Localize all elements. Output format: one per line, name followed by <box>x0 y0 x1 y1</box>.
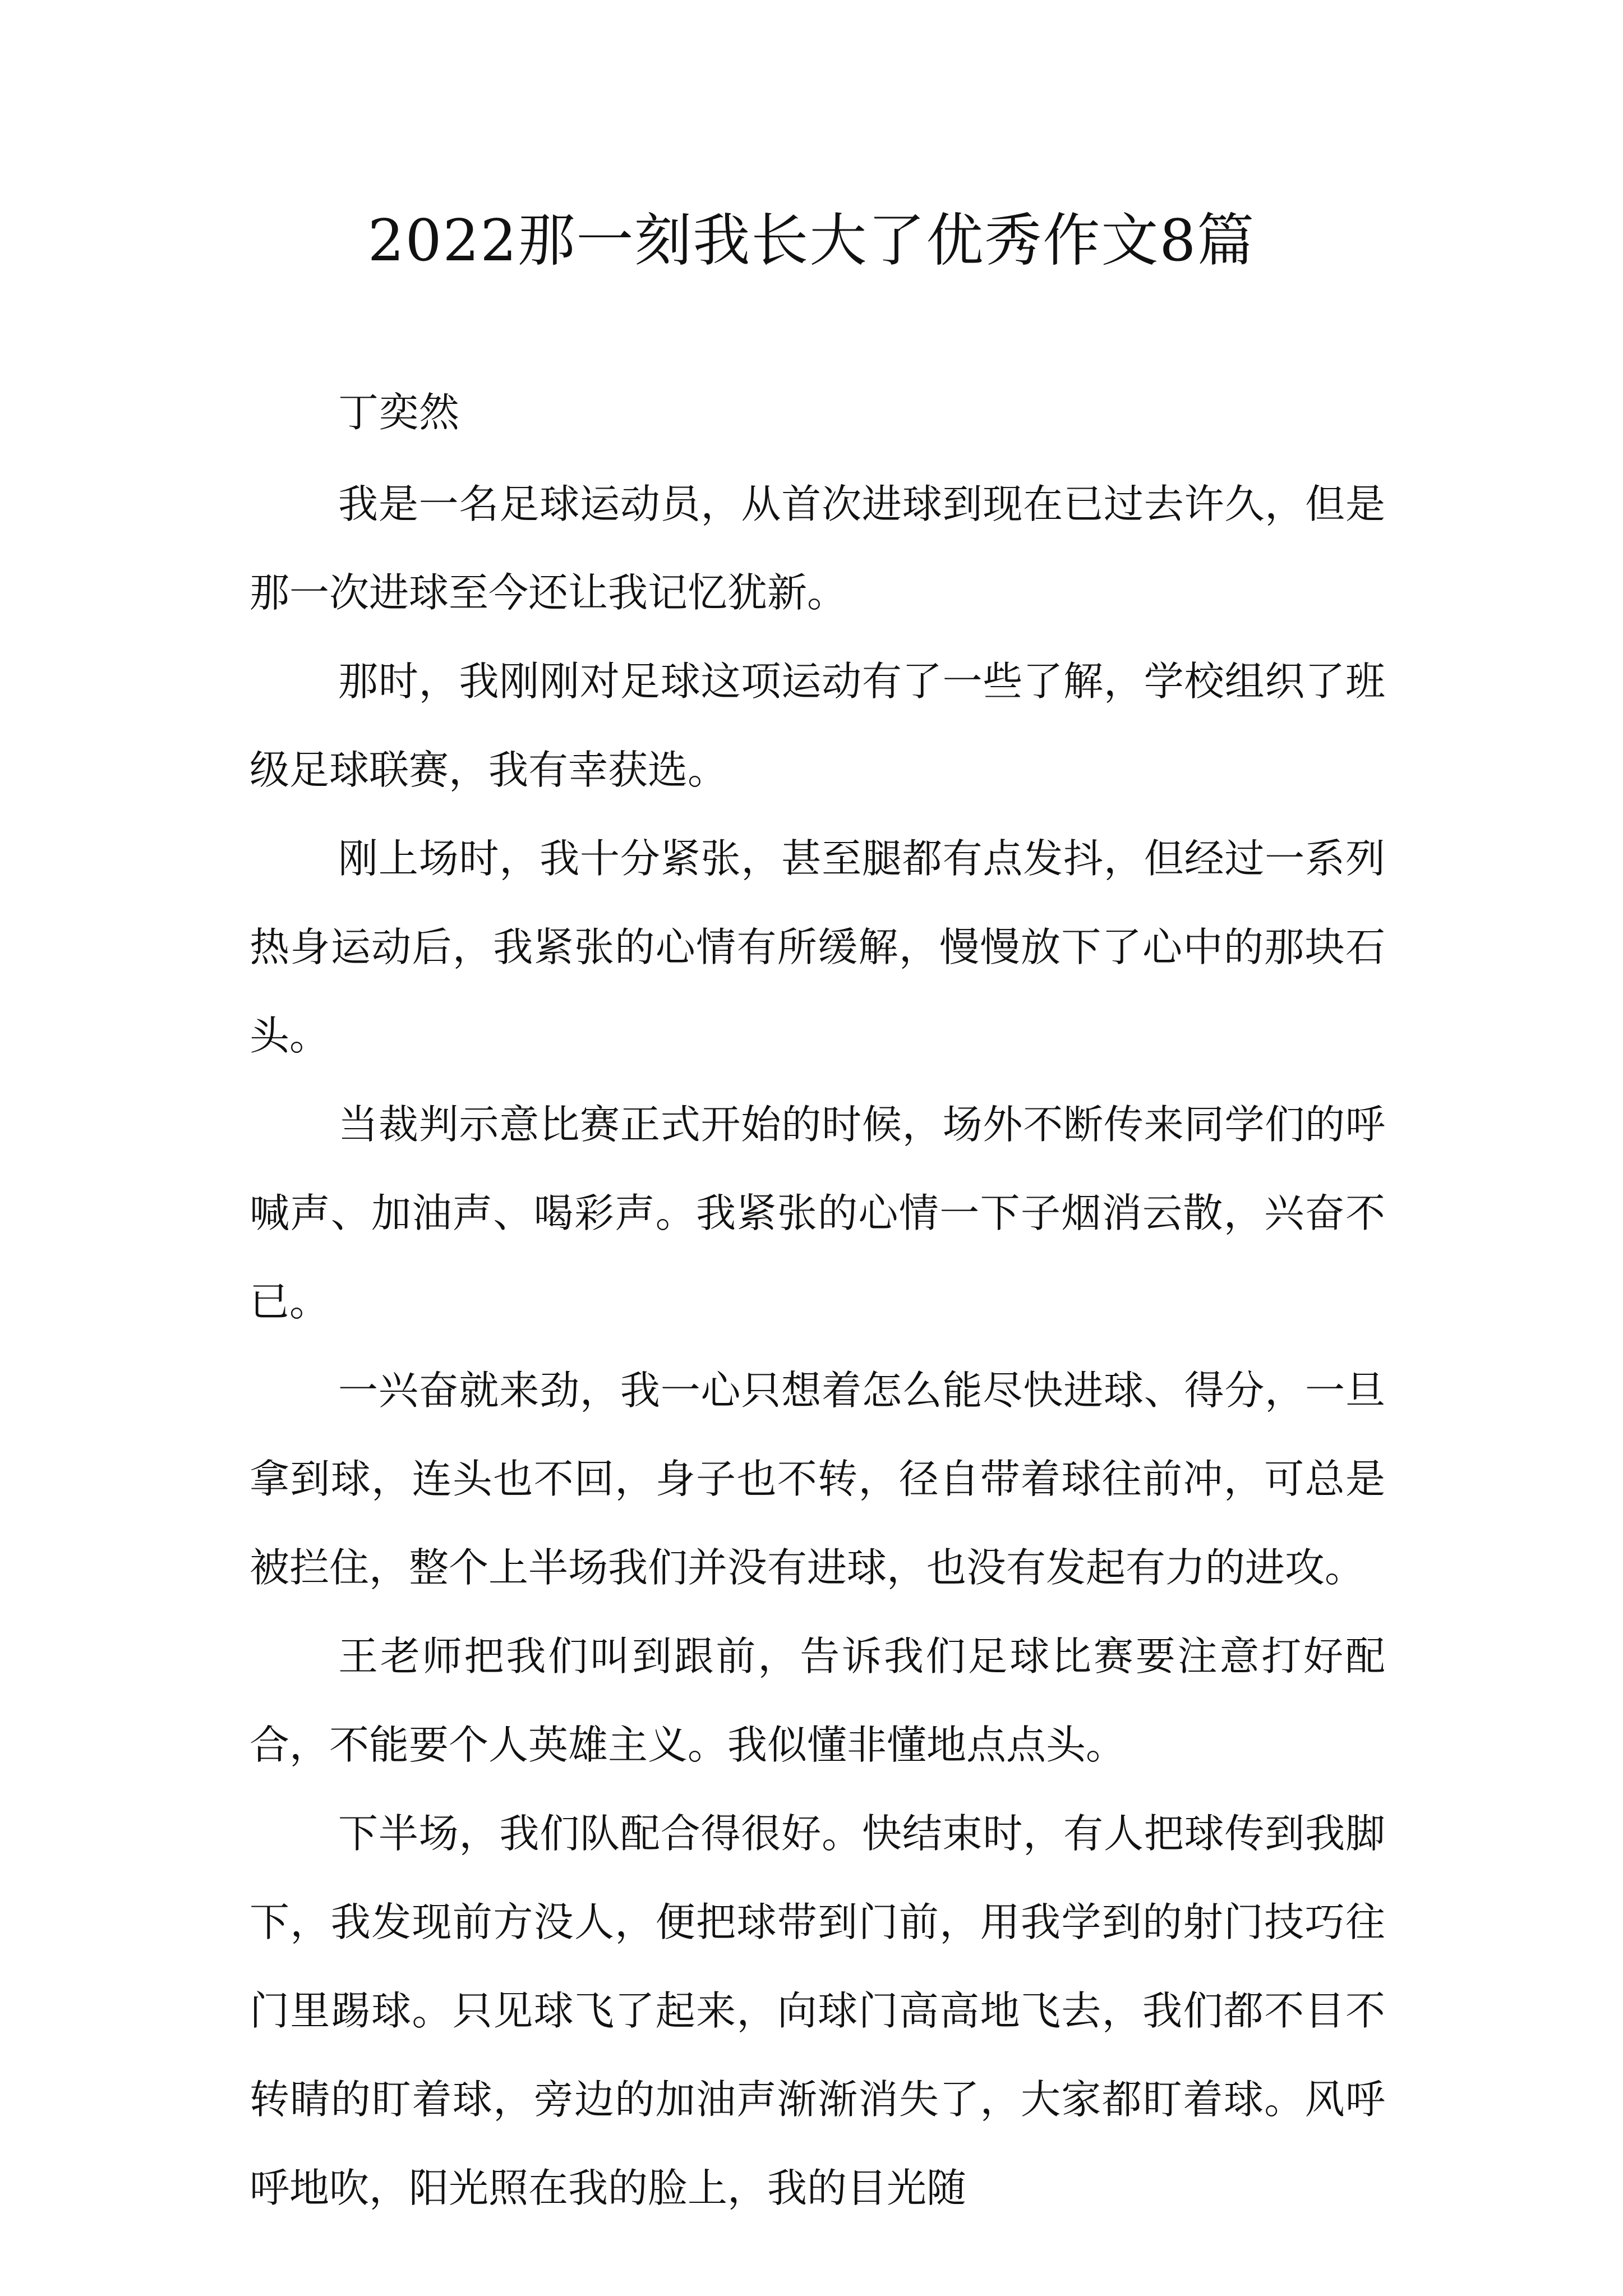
paragraph: 下半场，我们队配合得很好。快结束时，有人把球传到我脚下，我发现前方没人，便把球带到门前，用我学到的射门技巧往门里踢球。只见球飞了起来，向球门高高地飞去，我们都不目不转睛的盯着球，旁边的加油声渐渐消失了，大家都盯着球。风呼呼地吹，阳光照在我的脸上，我的目光随 <box>250 1810 1385 2211</box>
article-body <box>250 460 1385 2233</box>
paragraph: 一兴奋就来劲，我一心只想着怎么能尽快进球、得分，一旦拿到球，连头也不回，身子也不转，径自带着球往前冲，可总是被拦住，整个上半场我们并没有进球，也没有发起有力的进攻。 <box>250 1367 1385 1591</box>
paragraph: 那时，我刚刚对足球这项运动有了一些了解，学校组织了班级足球联赛，我有幸获选。 <box>250 658 1385 793</box>
paragraph: 当裁判示意比赛正式开始的时候，场外不断传来同学们的呼喊声、加油声、喝彩声。我紧张的心情一下子烟消云散，兴奋不已。 <box>250 1101 1385 1325</box>
author-name: 丁奕然 <box>338 389 460 436</box>
paragraph: 我是一名足球运动员，从首次进球到现在已过去许久，但是那一次进球至今还让我记忆犹新。 <box>250 481 1385 616</box>
paragraph: 刚上场时，我十分紧张，甚至腿都有点发抖，但经过一系列热身运动后，我紧张的心情有所缓解，慢慢放下了心中的那块石头。 <box>250 835 1385 1059</box>
document-title: 2022那一刻我长大了优秀作文8篇 <box>367 208 1256 274</box>
paragraph: 王老师把我们叫到跟前，告诉我们足球比赛要注意打好配合，不能要个人英雄主义。我似懂非懂地点点头。 <box>250 1633 1385 1768</box>
